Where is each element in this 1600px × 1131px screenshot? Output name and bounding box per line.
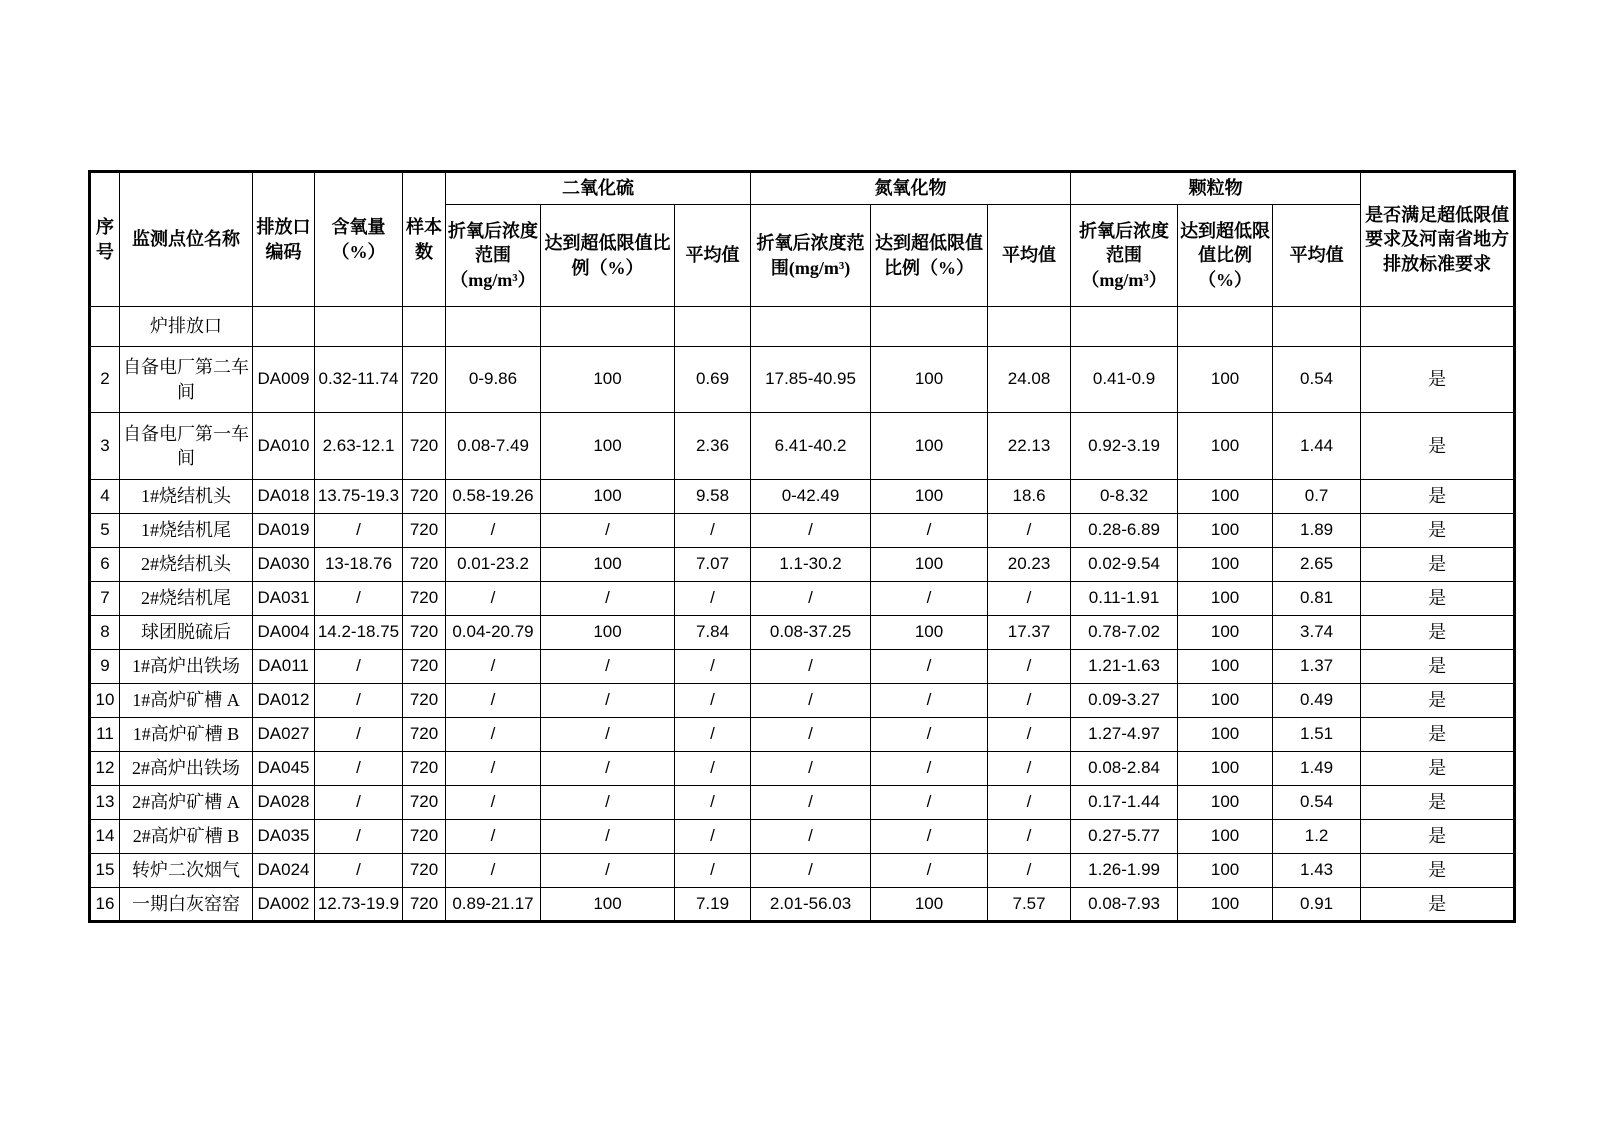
cell-point-name: 1#高炉矿槽 A <box>120 684 253 718</box>
cell-seq: 6 <box>90 548 120 582</box>
cell-nox-pct <box>871 307 988 347</box>
cell-so2-pct <box>541 307 675 347</box>
cell-pm-avg <box>1273 307 1361 347</box>
cell-sample-count: 720 <box>403 548 446 582</box>
cell-sample-count: 720 <box>403 347 446 413</box>
cell-oxygen-content: 14.2-18.75 <box>315 616 403 650</box>
cell-outlet-code: DA011 <box>253 650 315 684</box>
cell-nox-range: 17.85-40.95 <box>751 347 871 413</box>
cell-so2-avg: 2.36 <box>675 413 751 480</box>
cell-pm-pct: 100 <box>1178 413 1273 480</box>
cell-nox-pct: / <box>871 650 988 684</box>
cell-pm-range: 0.78-7.02 <box>1071 616 1178 650</box>
cell-outlet-code: DA035 <box>253 820 315 854</box>
cell-meets-standard: 是 <box>1361 854 1515 888</box>
cell-so2-range: 0-9.86 <box>446 347 541 413</box>
header-oxygen-content: 含氧量（%） <box>315 172 403 307</box>
cell-seq: 3 <box>90 413 120 480</box>
cell-oxygen-content: / <box>315 650 403 684</box>
cell-outlet-code: DA030 <box>253 548 315 582</box>
cell-point-name: 自备电厂第二车间 <box>120 347 253 413</box>
header-pm-pct: 达到超低限值比例（%） <box>1178 205 1273 307</box>
cell-pm-avg: 0.54 <box>1273 347 1361 413</box>
cell-point-name: 2#高炉矿槽 B <box>120 820 253 854</box>
cell-nox-pct: / <box>871 752 988 786</box>
cell-outlet-code <box>253 307 315 347</box>
cell-seq: 10 <box>90 684 120 718</box>
cell-so2-pct: 100 <box>541 480 675 514</box>
cell-nox-avg: 17.37 <box>988 616 1071 650</box>
cell-outlet-code: DA012 <box>253 684 315 718</box>
cell-nox-pct: / <box>871 684 988 718</box>
cell-pm-pct: 100 <box>1178 347 1273 413</box>
cell-so2-range: 0.04-20.79 <box>446 616 541 650</box>
header-meets-standard: 是否满足超低限值要求及河南省地方排放标准要求 <box>1361 172 1515 307</box>
cell-nox-range: 6.41-40.2 <box>751 413 871 480</box>
cell-seq <box>90 307 120 347</box>
cell-so2-range <box>446 307 541 347</box>
table-row <box>90 752 1515 786</box>
cell-nox-range: / <box>751 514 871 548</box>
table-row <box>90 820 1515 854</box>
table-row <box>90 888 1515 922</box>
cell-nox-avg: 20.23 <box>988 548 1071 582</box>
cell-nox-pct: / <box>871 582 988 616</box>
cell-outlet-code: DA004 <box>253 616 315 650</box>
cell-nox-avg: / <box>988 854 1071 888</box>
cell-so2-avg: / <box>675 718 751 752</box>
cell-seq: 12 <box>90 752 120 786</box>
cell-pm-range: 0.92-3.19 <box>1071 413 1178 480</box>
cell-so2-range: / <box>446 650 541 684</box>
cell-seq: 16 <box>90 888 120 922</box>
cell-oxygen-content: 12.73-19.9 <box>315 888 403 922</box>
cell-point-name: 1#高炉出铁场 <box>120 650 253 684</box>
cell-meets-standard <box>1361 307 1515 347</box>
cell-pm-avg: 2.65 <box>1273 548 1361 582</box>
cell-sample-count: 720 <box>403 786 446 820</box>
cell-so2-avg <box>675 307 751 347</box>
table-row <box>90 854 1515 888</box>
cell-outlet-code: DA031 <box>253 582 315 616</box>
cell-outlet-code: DA027 <box>253 718 315 752</box>
cell-so2-avg: / <box>675 582 751 616</box>
cell-point-name: 一期白灰窑窑 <box>120 888 253 922</box>
header-sample-count: 样本数 <box>403 172 446 307</box>
cell-meets-standard: 是 <box>1361 582 1515 616</box>
cell-oxygen-content: / <box>315 854 403 888</box>
cell-outlet-code: DA045 <box>253 752 315 786</box>
header-nox-pct: 达到超低限值比例（%） <box>871 205 988 307</box>
cell-point-name: 2#高炉出铁场 <box>120 752 253 786</box>
cell-oxygen-content: / <box>315 820 403 854</box>
table-header <box>90 172 1515 307</box>
cell-so2-pct: 100 <box>541 548 675 582</box>
table-body <box>90 307 1515 922</box>
cell-nox-range: 0.08-37.25 <box>751 616 871 650</box>
cell-seq: 11 <box>90 718 120 752</box>
cell-sample-count: 720 <box>403 582 446 616</box>
cell-so2-avg: / <box>675 684 751 718</box>
header-so2-range: 折氧后浓度范围（mg/m³） <box>446 205 541 307</box>
cell-meets-standard: 是 <box>1361 820 1515 854</box>
cell-sample-count: 720 <box>403 752 446 786</box>
cell-pm-range: 1.26-1.99 <box>1071 854 1178 888</box>
cell-seq: 5 <box>90 514 120 548</box>
cell-pm-avg: 3.74 <box>1273 616 1361 650</box>
cell-nox-avg: / <box>988 514 1071 548</box>
header-group-so2: 二氧化硫 <box>446 172 751 205</box>
cell-so2-avg: / <box>675 854 751 888</box>
header-group-nox: 氮氧化物 <box>751 172 1071 205</box>
cell-pm-avg: 1.49 <box>1273 752 1361 786</box>
cell-nox-range: / <box>751 582 871 616</box>
cell-pm-avg: 1.51 <box>1273 718 1361 752</box>
cell-outlet-code: DA028 <box>253 786 315 820</box>
cell-so2-range: / <box>446 582 541 616</box>
header-seq: 序号 <box>90 172 120 307</box>
table-row <box>90 307 1515 347</box>
cell-sample-count: 720 <box>403 854 446 888</box>
cell-seq: 15 <box>90 854 120 888</box>
cell-oxygen-content: 0.32-11.74 <box>315 347 403 413</box>
cell-so2-pct: 100 <box>541 413 675 480</box>
cell-pm-pct <box>1178 307 1273 347</box>
cell-sample-count: 720 <box>403 888 446 922</box>
cell-nox-pct: 100 <box>871 347 988 413</box>
cell-pm-range: 0.41-0.9 <box>1071 347 1178 413</box>
table-row <box>90 684 1515 718</box>
cell-so2-pct: / <box>541 718 675 752</box>
table-row <box>90 582 1515 616</box>
cell-so2-avg: / <box>675 514 751 548</box>
cell-nox-range: / <box>751 786 871 820</box>
cell-pm-range: 0.17-1.44 <box>1071 786 1178 820</box>
cell-pm-avg: 0.7 <box>1273 480 1361 514</box>
cell-pm-avg: 1.43 <box>1273 854 1361 888</box>
cell-pm-pct: 100 <box>1178 820 1273 854</box>
cell-meets-standard: 是 <box>1361 888 1515 922</box>
cell-pm-pct: 100 <box>1178 718 1273 752</box>
cell-sample-count: 720 <box>403 480 446 514</box>
cell-sample-count: 720 <box>403 718 446 752</box>
cell-outlet-code: DA019 <box>253 514 315 548</box>
cell-so2-pct: / <box>541 514 675 548</box>
cell-nox-pct: 100 <box>871 616 988 650</box>
cell-pm-pct: 100 <box>1178 854 1273 888</box>
cell-seq: 14 <box>90 820 120 854</box>
header-group-row <box>90 172 1515 205</box>
table-row <box>90 616 1515 650</box>
cell-nox-range <box>751 307 871 347</box>
cell-so2-range: / <box>446 514 541 548</box>
cell-so2-pct: / <box>541 786 675 820</box>
cell-outlet-code: DA010 <box>253 413 315 480</box>
cell-pm-range: 0-8.32 <box>1071 480 1178 514</box>
cell-point-name: 2#烧结机尾 <box>120 582 253 616</box>
table-row <box>90 347 1515 413</box>
cell-oxygen-content: / <box>315 786 403 820</box>
cell-outlet-code: DA009 <box>253 347 315 413</box>
cell-so2-avg: / <box>675 820 751 854</box>
table-row <box>90 548 1515 582</box>
cell-sample-count <box>403 307 446 347</box>
cell-so2-range: / <box>446 786 541 820</box>
table-row <box>90 786 1515 820</box>
cell-so2-range: 0.01-23.2 <box>446 548 541 582</box>
cell-pm-range: 1.27-4.97 <box>1071 718 1178 752</box>
cell-pm-avg: 1.37 <box>1273 650 1361 684</box>
cell-meets-standard: 是 <box>1361 347 1515 413</box>
cell-pm-pct: 100 <box>1178 480 1273 514</box>
cell-so2-range: 0.08-7.49 <box>446 413 541 480</box>
cell-so2-pct: / <box>541 752 675 786</box>
cell-seq: 2 <box>90 347 120 413</box>
cell-sample-count: 720 <box>403 616 446 650</box>
cell-nox-avg: / <box>988 650 1071 684</box>
cell-oxygen-content: 13.75-19.3 <box>315 480 403 514</box>
cell-so2-range: / <box>446 854 541 888</box>
cell-point-name: 自备电厂第一车间 <box>120 413 253 480</box>
cell-so2-avg: 9.58 <box>675 480 751 514</box>
cell-sample-count: 720 <box>403 650 446 684</box>
cell-meets-standard: 是 <box>1361 413 1515 480</box>
cell-so2-range: / <box>446 820 541 854</box>
cell-so2-avg: 7.84 <box>675 616 751 650</box>
header-nox-avg: 平均值 <box>988 205 1071 307</box>
cell-pm-range: 0.27-5.77 <box>1071 820 1178 854</box>
cell-nox-avg: 22.13 <box>988 413 1071 480</box>
cell-point-name: 球团脱硫后 <box>120 616 253 650</box>
cell-pm-avg: 1.2 <box>1273 820 1361 854</box>
cell-point-name: 1#高炉矿槽 B <box>120 718 253 752</box>
table-row <box>90 480 1515 514</box>
cell-pm-range: 0.11-1.91 <box>1071 582 1178 616</box>
cell-meets-standard: 是 <box>1361 548 1515 582</box>
cell-pm-range: 0.08-7.93 <box>1071 888 1178 922</box>
cell-point-name: 1#烧结机尾 <box>120 514 253 548</box>
table-row <box>90 718 1515 752</box>
cell-pm-pct: 100 <box>1178 616 1273 650</box>
cell-pm-avg: 0.54 <box>1273 786 1361 820</box>
cell-oxygen-content <box>315 307 403 347</box>
cell-outlet-code: DA018 <box>253 480 315 514</box>
cell-pm-avg: 1.44 <box>1273 413 1361 480</box>
cell-nox-range: / <box>751 752 871 786</box>
cell-pm-pct: 100 <box>1178 684 1273 718</box>
header-nox-range: 折氧后浓度范围(mg/m³) <box>751 205 871 307</box>
cell-point-name: 转炉二次烟气 <box>120 854 253 888</box>
cell-sample-count: 720 <box>403 684 446 718</box>
cell-nox-avg: 18.6 <box>988 480 1071 514</box>
cell-nox-avg: / <box>988 684 1071 718</box>
cell-so2-pct: 100 <box>541 888 675 922</box>
cell-meets-standard: 是 <box>1361 514 1515 548</box>
cell-oxygen-content: / <box>315 718 403 752</box>
cell-pm-pct: 100 <box>1178 582 1273 616</box>
cell-oxygen-content: 13-18.76 <box>315 548 403 582</box>
cell-oxygen-content: / <box>315 752 403 786</box>
cell-meets-standard: 是 <box>1361 650 1515 684</box>
cell-nox-avg: / <box>988 752 1071 786</box>
cell-seq: 9 <box>90 650 120 684</box>
cell-nox-pct: 100 <box>871 413 988 480</box>
cell-nox-range: / <box>751 820 871 854</box>
cell-pm-range: 0.09-3.27 <box>1071 684 1178 718</box>
cell-seq: 7 <box>90 582 120 616</box>
cell-so2-avg: 7.07 <box>675 548 751 582</box>
cell-pm-range <box>1071 307 1178 347</box>
cell-so2-pct: / <box>541 684 675 718</box>
cell-oxygen-content: / <box>315 514 403 548</box>
cell-sample-count: 720 <box>403 413 446 480</box>
table-row <box>90 650 1515 684</box>
header-outlet-code: 排放口编码 <box>253 172 315 307</box>
cell-nox-pct: / <box>871 514 988 548</box>
cell-so2-avg: 0.69 <box>675 347 751 413</box>
cell-pm-pct: 100 <box>1178 650 1273 684</box>
cell-nox-pct: 100 <box>871 480 988 514</box>
cell-nox-range: 0-42.49 <box>751 480 871 514</box>
cell-point-name: 炉排放口 <box>120 307 253 347</box>
header-so2-avg: 平均值 <box>675 205 751 307</box>
cell-meets-standard: 是 <box>1361 752 1515 786</box>
table-row <box>90 514 1515 548</box>
cell-nox-pct: / <box>871 786 988 820</box>
cell-so2-pct: / <box>541 820 675 854</box>
cell-nox-range: 1.1-30.2 <box>751 548 871 582</box>
emission-monitoring-table <box>88 170 1516 923</box>
cell-pm-pct: 100 <box>1178 752 1273 786</box>
cell-so2-range: / <box>446 718 541 752</box>
cell-nox-range: / <box>751 854 871 888</box>
cell-point-name: 2#烧结机头 <box>120 548 253 582</box>
header-pm-range: 折氧后浓度范围（mg/m³） <box>1071 205 1178 307</box>
cell-nox-avg: 24.08 <box>988 347 1071 413</box>
cell-so2-avg: / <box>675 650 751 684</box>
cell-so2-pct: 100 <box>541 347 675 413</box>
cell-pm-range: 0.28-6.89 <box>1071 514 1178 548</box>
cell-nox-pct: / <box>871 854 988 888</box>
cell-so2-avg: / <box>675 786 751 820</box>
cell-pm-range: 0.08-2.84 <box>1071 752 1178 786</box>
cell-oxygen-content: / <box>315 582 403 616</box>
header-pm-avg: 平均值 <box>1273 205 1361 307</box>
cell-point-name: 1#烧结机头 <box>120 480 253 514</box>
cell-nox-range: / <box>751 650 871 684</box>
cell-pm-avg: 0.81 <box>1273 582 1361 616</box>
cell-seq: 13 <box>90 786 120 820</box>
header-point-name: 监测点位名称 <box>120 172 253 307</box>
cell-nox-avg: / <box>988 718 1071 752</box>
cell-so2-range: 0.58-19.26 <box>446 480 541 514</box>
cell-so2-range: / <box>446 752 541 786</box>
cell-so2-avg: / <box>675 752 751 786</box>
cell-oxygen-content: 2.63-12.1 <box>315 413 403 480</box>
cell-meets-standard: 是 <box>1361 718 1515 752</box>
cell-so2-pct: / <box>541 854 675 888</box>
cell-nox-avg: / <box>988 820 1071 854</box>
cell-pm-pct: 100 <box>1178 888 1273 922</box>
cell-pm-range: 0.02-9.54 <box>1071 548 1178 582</box>
cell-nox-range: 2.01-56.03 <box>751 888 871 922</box>
cell-outlet-code: DA024 <box>253 854 315 888</box>
cell-meets-standard: 是 <box>1361 684 1515 718</box>
cell-so2-pct: / <box>541 650 675 684</box>
table-row <box>90 413 1515 480</box>
cell-nox-pct: / <box>871 820 988 854</box>
cell-pm-pct: 100 <box>1178 514 1273 548</box>
cell-so2-range: 0.89-21.17 <box>446 888 541 922</box>
cell-meets-standard: 是 <box>1361 616 1515 650</box>
cell-so2-avg: 7.19 <box>675 888 751 922</box>
cell-seq: 8 <box>90 616 120 650</box>
cell-nox-pct: 100 <box>871 548 988 582</box>
cell-pm-range: 1.21-1.63 <box>1071 650 1178 684</box>
header-so2-pct: 达到超低限值比例（%） <box>541 205 675 307</box>
cell-pm-avg: 1.89 <box>1273 514 1361 548</box>
cell-pm-avg: 0.49 <box>1273 684 1361 718</box>
cell-so2-pct: 100 <box>541 616 675 650</box>
cell-nox-avg: / <box>988 582 1071 616</box>
cell-outlet-code: DA002 <box>253 888 315 922</box>
cell-pm-pct: 100 <box>1178 548 1273 582</box>
cell-nox-range: / <box>751 718 871 752</box>
cell-pm-avg: 0.91 <box>1273 888 1361 922</box>
cell-oxygen-content: / <box>315 684 403 718</box>
cell-nox-avg: / <box>988 786 1071 820</box>
cell-so2-pct: / <box>541 582 675 616</box>
cell-sample-count: 720 <box>403 820 446 854</box>
cell-nox-pct: / <box>871 718 988 752</box>
cell-pm-pct: 100 <box>1178 786 1273 820</box>
cell-seq: 4 <box>90 480 120 514</box>
cell-nox-range: / <box>751 684 871 718</box>
cell-nox-avg <box>988 307 1071 347</box>
cell-sample-count: 720 <box>403 514 446 548</box>
cell-meets-standard: 是 <box>1361 786 1515 820</box>
cell-meets-standard: 是 <box>1361 480 1515 514</box>
cell-nox-pct: 100 <box>871 888 988 922</box>
header-group-pm: 颗粒物 <box>1071 172 1361 205</box>
cell-point-name: 2#高炉矿槽 A <box>120 786 253 820</box>
cell-nox-avg: 7.57 <box>988 888 1071 922</box>
cell-so2-range: / <box>446 684 541 718</box>
